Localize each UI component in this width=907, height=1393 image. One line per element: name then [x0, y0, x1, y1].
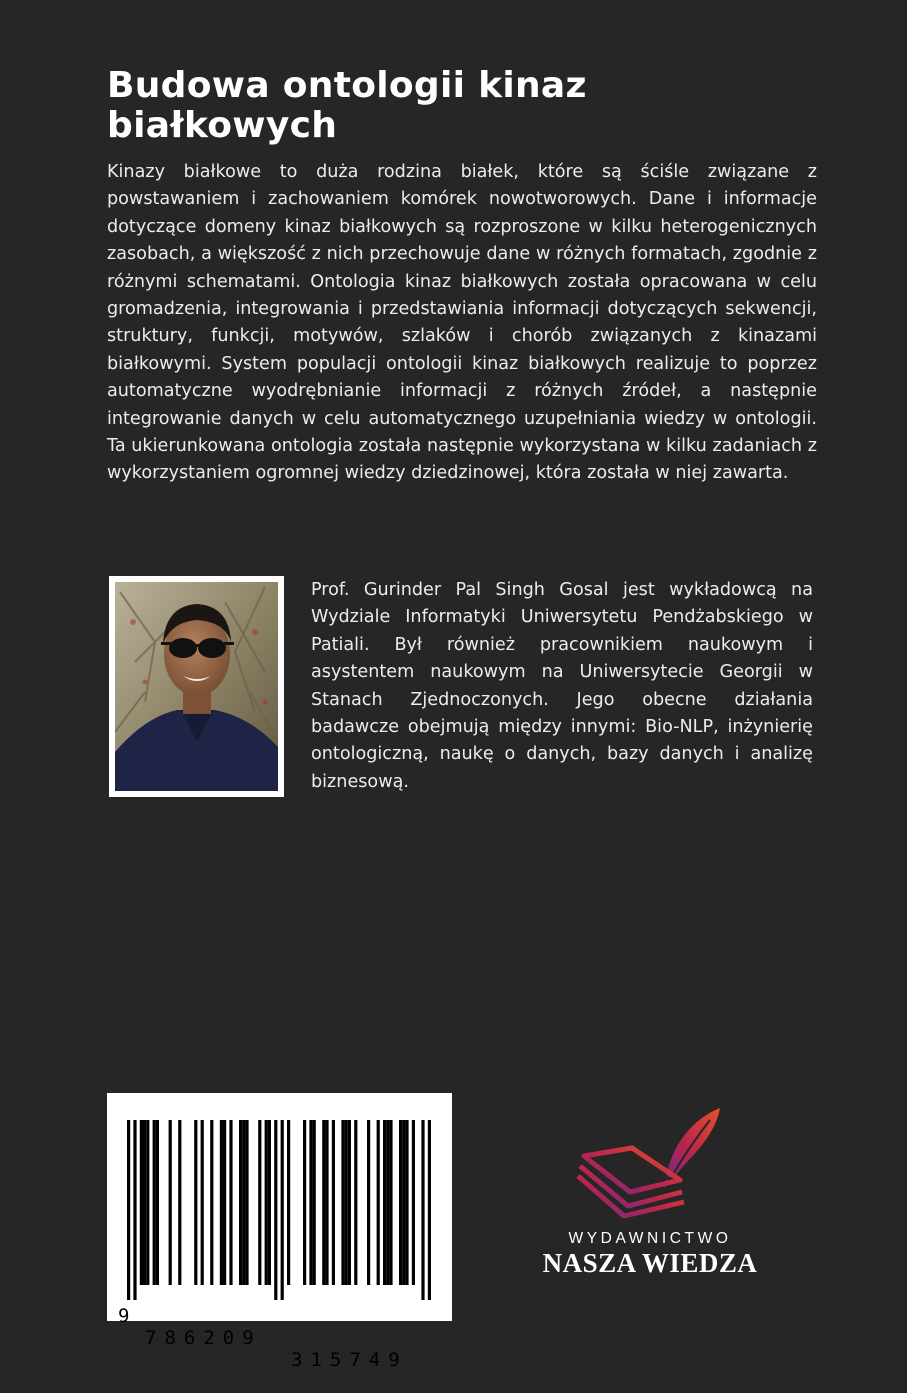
barcode-bar [274, 1120, 277, 1300]
barcode-bar [341, 1120, 344, 1285]
barcode-bar [220, 1120, 223, 1285]
author-bio: Prof. Gurinder Pal Singh Gosal jest wykładowcą na Wydziale Informatyki Uniwersytetu Pendżabskiego w Patiali. Był również pracownikiem naukowym i asystentem naukowym na Uniwersytecie Georgii w Stanach Zjednoczonych. Jego obecne działania badawcze obejmują między innymi: Bio-NLP, inżynierię ontologiczną, naukę o danych, bazy danych i analizę biznesową. [311, 580, 813, 792]
book-quill-icon [570, 1100, 730, 1225]
barcode-bar [348, 1120, 351, 1285]
author-photo [109, 576, 284, 797]
barcode-bar [268, 1120, 271, 1285]
barcode-bar [229, 1120, 232, 1285]
barcode-bar [210, 1120, 213, 1285]
barcode-bar [389, 1120, 392, 1285]
barcode-bar [153, 1120, 156, 1285]
barcode-bar [402, 1120, 405, 1285]
barcode-bar [367, 1120, 370, 1285]
barcode-bar [313, 1120, 316, 1285]
isbn-left-group: 786209 [145, 1327, 262, 1349]
barcode-bar [194, 1120, 197, 1285]
barcode-bar [169, 1120, 172, 1285]
barcode-bar [287, 1120, 290, 1285]
barcode-bar [428, 1120, 431, 1300]
author-portrait-image [115, 582, 278, 791]
barcode-bar [322, 1120, 325, 1285]
barcode-bar [281, 1120, 284, 1300]
barcode-bar [421, 1120, 424, 1300]
barcode-bar [386, 1120, 389, 1285]
barcode-bar [242, 1120, 245, 1285]
barcode-bar [399, 1120, 402, 1285]
barcode-bar [239, 1120, 242, 1285]
barcode-bar [325, 1120, 328, 1285]
publisher-logo-block [520, 1100, 780, 1290]
barcode-bar [258, 1120, 261, 1285]
barcode-bar [178, 1120, 181, 1285]
publisher-label: WYDAWNICTWO [568, 1230, 732, 1247]
barcode-bar [309, 1120, 312, 1285]
barcode-bar [133, 1120, 136, 1300]
barcode-bar [265, 1120, 268, 1285]
isbn-barcode [107, 1093, 452, 1371]
barcode-bar [412, 1120, 415, 1285]
barcode-bar [245, 1120, 248, 1285]
barcode-bar [345, 1120, 348, 1285]
isbn-first-digit: 9 [118, 1305, 131, 1327]
barcode-bar [303, 1120, 306, 1285]
book-title: Budowa ontologii kinaz białkowych [107, 65, 587, 146]
book-description: Kinazy białkowe to duża rodzina białek, które są ściśle związane z powstawaniem i zachowaniem komórek nowotworowych. Dane i informacje dotyczące domeny kinaz białkowych są rozproszone w kilku heterogenicznych zasobach, a większość z nich przechowuje dane w różnych formatach, zgodnie z różnymi schematami. Ontologia kinaz białkowych została opracowana w celu gromadzenia, integrowania i przedstawiania informacji dotyczących sekwencji, struktury, funkcji, motywów, szlaków i chorób związanych z kinazami białkowymi. System populacji ontologii kinaz białkowych realizuje to poprzez automatyczne wyodrębnianie informacji z różnych źródeł, a następnie integrowanie danych w celu automatycznego uzupełniania wiedzy w ontologii. Ta ukierunkowana ontologia została następnie wykorzystana w kilku zadaniach z wykorzystaniem ogromnej wiedzy dziedzinowej, która została w niej zawarta. [107, 162, 817, 484]
barcode-bar [156, 1120, 159, 1285]
barcode-bar [332, 1120, 335, 1285]
barcode-bar [143, 1120, 146, 1285]
barcode-bar [146, 1120, 149, 1285]
isbn-digits [107, 1283, 452, 1393]
publisher-name: NASZA WIEDZA [542, 1248, 758, 1278]
barcode-bar [377, 1120, 380, 1285]
barcode-bar [201, 1120, 204, 1285]
barcode-bar [140, 1120, 143, 1285]
barcode-bar [127, 1120, 130, 1300]
barcode-bar [405, 1120, 408, 1285]
barcode-bar [383, 1120, 386, 1285]
barcode-bar [223, 1120, 226, 1285]
isbn-right-group: 315749 [291, 1349, 408, 1371]
barcode-bar [354, 1120, 357, 1285]
